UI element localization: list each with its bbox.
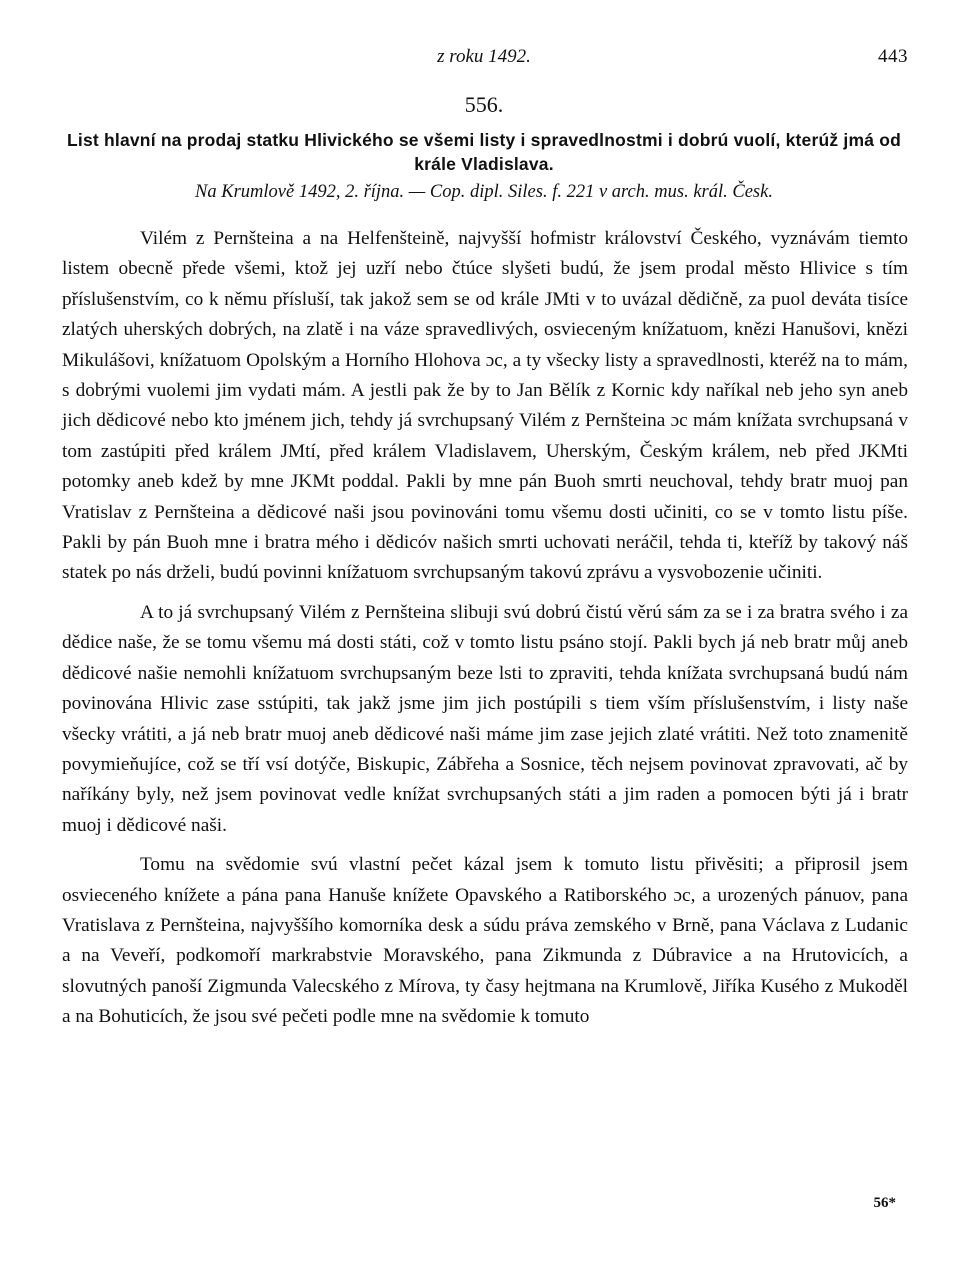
running-title: z roku 1492.	[437, 46, 531, 67]
document-heading: List hlavní na prodaj statku Hlivického se všemi listy i spravedlnostmi i dobrú vuolí, kterúž jmá od krále Vladislava.	[67, 130, 901, 174]
page-number: 443	[878, 46, 908, 67]
paragraph-3: Tomu na svědomie svú vlastní pečet kázal jsem k tomuto listu přivěsiti; a připrosil jsem osvieceného knížete a pána pana Hanuše knížete Opavského a Ratiborského ɔc, a urozených pánuov, pana Vratislava z Pernšteina, najvyššího komorníka desk a súdu práva zemského v Brně, pana Václava z Ludanic a na Veveří, podkomoří markrabstvie Moravského, pana Zikmunda z Dúbravice a na Hrutovicích, a slovutných panoší Zigmunda Valecského z Mírova, ty časy hejtmana na Krumlově, Jiříka Kusého z Mukoděl a na Bohuticích, že jsou své pečeti podle mne na svědomie k tomuto	[62, 854, 908, 1028]
running-head	[60, 44, 908, 72]
paragraph-1: Vilém z Pernšteina a na Helfenšteině, najvyšší hofmistr království Českého, vyznávám tiemto listem obecně přede všemi, ktož jej uzří nebo čtúce slyšeti budú, že jsem prodal město Hlivice s tím příslušenstvím, co k němu přísluší, tak jakož sem se od krále JMti v to uvázal dědičně, za puol deváta tisíce zlatých uherských dobrých, na zlatě i na váze spravedlivých, osvieceným knížatuom, knězi Hanušovi, knězi Mikulášovi, knížatuom Opolským a Horního Hlohova ɔc, a ty všecky listy a spravedlnosti, kteréž na to mám, s dobrými vuolemi jim vydati mám. A jestli pak že by to Jan Bělík z Kornic kdy naříkal neb jeho syn aneb jich dědicové nebo kto jménem jich, tehdy já svrchupsaný Vilém z Pernšteina ɔc mám knížata svrchupsaná v tom zastúpiti před králem JMtí, před králem Vladislavem, Uherským, Českým králem, neb před JKMti potomky aneb kdež by mne JKMt poddal. Pakli by mne pán Buoh smrti neuchoval, tehdy bratr muoj pan Vratislav z Pernšteina a dědicové naši jsou povinováni tomu všemu dosti učiniti, co se v tomto listu píše. Pakli by pán Buoh mne i bratra mého i dědicóv našich smrti uchovati neráčil, tehda ti, kteříž by takový náš statek po nás drželi, budú povinni knížatuom svrchupsaným takovú zprávu a vysvobozenie učiniti.	[62, 228, 908, 584]
document-source: Na Krumlově 1492, 2. října. — Cop. dipl. Siles. f. 221 v arch. mus. král. Česk.	[195, 182, 773, 202]
body-text	[62, 224, 908, 1042]
document-number: 556.	[464, 92, 504, 117]
signature-mark: 56*	[873, 1195, 896, 1211]
paragraph-2: A to já svrchupsaný Vilém z Pernšteina slibuji svú dobrú čistú věrú sám za se i za bratra svého i za dědice naše, že se tomu všemu má dosti státi, což v tomto listu psáno stojí. Pakli bych já neb bratr můj aneb dědicové našie nemohli knížatuom svrchupsaným beze lsti to zpraviti, tehda knížata svrchupsaná budú nám povinována Hlivic zase sstúpiti, tak jakž jsme jim jich postúpili s tiem vším příslušenstvím, i listy naše všecky vrátiti, a já neb bratr muoj aneb dědicové naši máme jim zase jejich zlaté vrátiti. Než toto znamenitě povymieňujíce, což se tří vsí dotýče, Biskupic, Zábřeha a Sosnice, těch nejsem povinovat zpravovati, ač by naříkány byly, než jsem povinovat vedle knížat svrchupsaných státi a jim raden a pomocen býti já i bratr muoj i dědicové naši.	[62, 601, 908, 836]
